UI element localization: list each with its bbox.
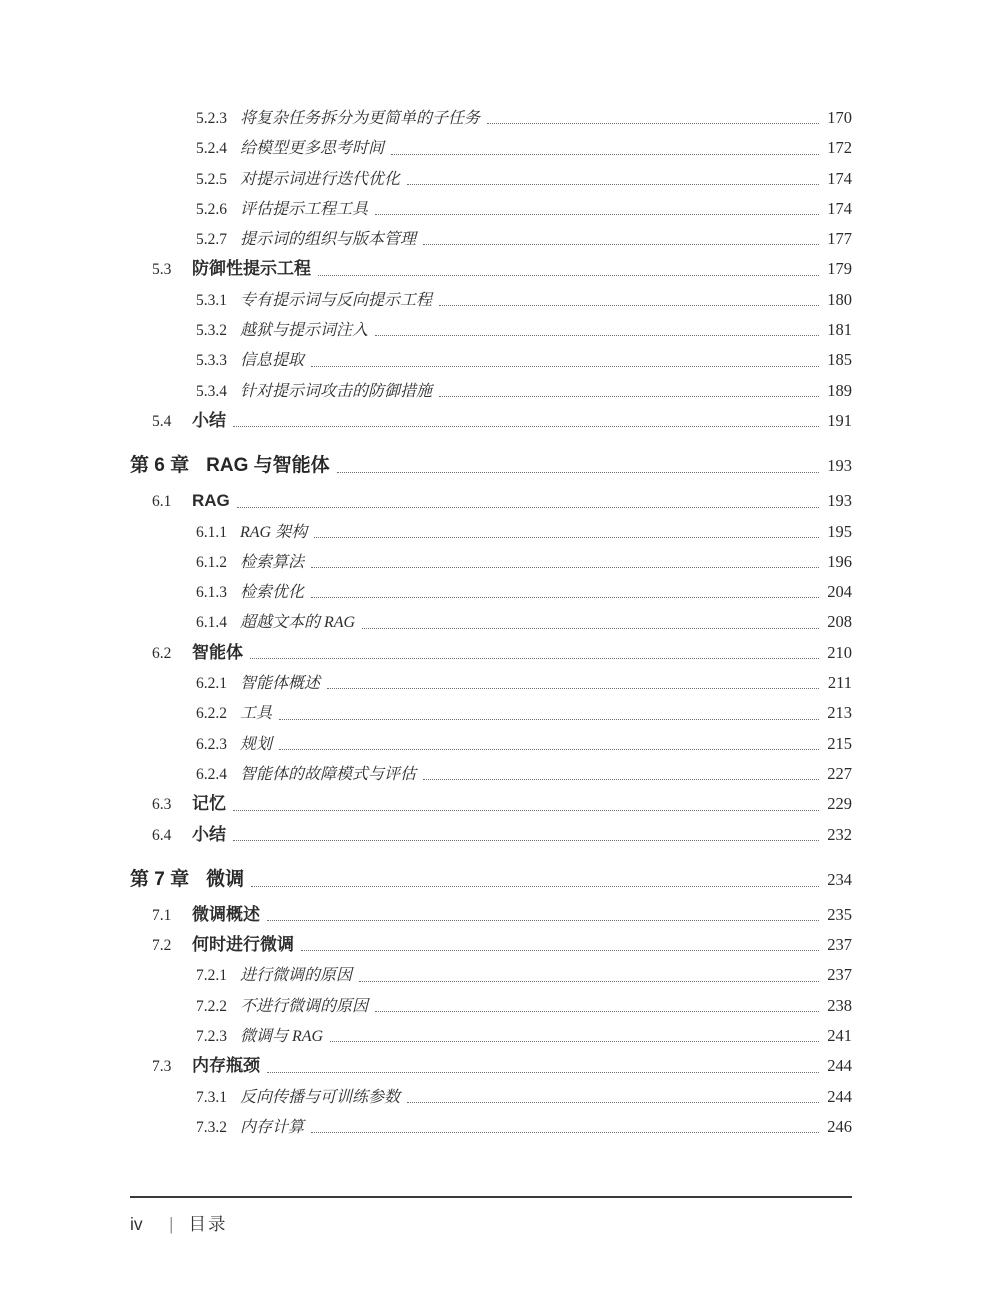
toc-entry-number: 5.2.6	[196, 200, 227, 218]
toc-entry-5.3.3	[130, 345, 852, 375]
toc-entry-page: 229	[827, 794, 852, 814]
toc-entry-6.2.1	[130, 668, 852, 698]
toc-entry-page: 210	[827, 642, 852, 662]
toc-entry-page: 170	[827, 108, 852, 127]
toc-entry-7.3	[130, 1051, 852, 1081]
toc-entry-6.3	[130, 789, 852, 819]
dot-leader	[330, 1041, 819, 1042]
toc-entry-title: 防御性提示工程	[192, 259, 311, 279]
toc-entry-page: 241	[827, 1026, 852, 1046]
toc-entry-7.2.1	[130, 960, 852, 990]
dot-leader	[487, 123, 819, 124]
toc-entry-number: 7.1	[152, 906, 172, 924]
toc-entry-title: RAG 架构	[240, 523, 308, 541]
toc-entry-7.3.1	[130, 1082, 852, 1112]
toc-entry-title: 微调	[206, 868, 245, 890]
toc-entry-page: 215	[827, 733, 852, 753]
toc-entry-number: 7.2.3	[196, 1028, 227, 1046]
toc-entry-title: 微调概述	[192, 904, 260, 924]
toc-entry-title: 评估提示工程工具	[240, 200, 369, 218]
toc-entry-title: 超越文本的 RAG	[240, 614, 356, 632]
toc-entry-6.1.2	[130, 547, 852, 577]
dot-leader	[375, 1011, 819, 1012]
toc-entry-number: 6.1.2	[196, 553, 227, 571]
toc-entry-title: 规划	[240, 735, 273, 753]
toc-entry-title: 针对提示词攻击的防御措施	[240, 382, 433, 400]
toc-entry-title: 反向传播与可训练参数	[240, 1088, 401, 1106]
toc-list	[130, 103, 852, 1142]
toc-entry-number: 5.3.4	[196, 382, 227, 400]
toc-entry-title: 内存计算	[240, 1118, 305, 1136]
toc-entry-page: 213	[827, 703, 852, 723]
dot-leader	[423, 779, 819, 780]
dot-leader	[237, 507, 819, 508]
dot-leader	[407, 1102, 819, 1103]
dot-leader	[359, 981, 819, 982]
toc-entry-title: 越狱与提示词注入	[240, 322, 369, 340]
toc-entry-7.1	[130, 900, 852, 930]
toc-entry-title: 进行微调的原因	[240, 967, 353, 985]
toc-entry-7.2.3	[130, 1021, 852, 1051]
toc-entry-number: 5.4	[152, 412, 172, 430]
toc-entry-5.3	[130, 254, 852, 284]
toc-entry-5.2.4	[130, 133, 852, 163]
toc-entry-page: 237	[827, 935, 852, 955]
footer-section-label: 目录	[188, 1214, 228, 1234]
toc-entry-title: 记忆	[192, 794, 226, 814]
toc-entry-page: 172	[827, 138, 852, 158]
dot-leader	[267, 1072, 819, 1073]
toc-entry-7.3.2	[130, 1112, 852, 1142]
toc-entry-title: 给模型更多思考时间	[240, 140, 385, 158]
toc-entry-number: 5.3	[152, 261, 172, 279]
toc-entry-page: 204	[827, 582, 852, 602]
dot-leader	[391, 154, 819, 155]
toc-entry-number: 6.1.3	[196, 584, 227, 602]
toc-entry-5.3.4	[130, 376, 852, 406]
toc-entry-title: 不进行微调的原因	[240, 997, 369, 1015]
toc-entry-number: 6.2.2	[196, 705, 227, 723]
toc-entry-title: 信息提取	[240, 352, 305, 370]
toc-entry-number: 6.2	[152, 644, 172, 662]
toc-entry-6.1.1	[130, 517, 852, 547]
toc-entry-title: 检索优化	[240, 584, 305, 602]
dot-leader	[251, 886, 819, 887]
toc-entry-title: 智能体	[192, 642, 243, 662]
toc-entry-page: 191	[827, 410, 852, 430]
toc-entry-number: 第 7 章	[130, 868, 190, 890]
toc-entry-number: 7.2.2	[196, 997, 227, 1015]
toc-entry-page: 235	[827, 904, 852, 924]
toc-entry-page: 244	[827, 1086, 852, 1106]
toc-entry-6.1	[130, 486, 852, 516]
toc-entry-page: 180	[827, 289, 852, 309]
toc-entry-6.1.4	[130, 607, 852, 637]
dot-leader	[250, 658, 819, 659]
toc-entry-number: 5.2.4	[196, 140, 227, 158]
toc-entry-number: 5.2.5	[196, 170, 227, 188]
dot-leader	[267, 920, 819, 921]
toc-entry-5.4	[130, 406, 852, 436]
toc-entry-6.2.2	[130, 698, 852, 728]
toc-entry-title: 检索算法	[240, 553, 305, 571]
toc-entry-number: 7.2	[152, 937, 172, 955]
dot-leader	[318, 275, 819, 276]
dot-leader	[439, 305, 819, 306]
dot-leader	[407, 184, 819, 185]
dot-leader	[375, 335, 819, 336]
toc-entry-number: 7.3	[152, 1058, 172, 1076]
dot-leader	[233, 810, 819, 811]
toc-entry-page: 189	[827, 380, 852, 400]
toc-entry-page: 246	[827, 1116, 852, 1136]
toc-entry-5.2.3	[130, 103, 852, 133]
toc-entry-title: 智能体的故障模式与评估	[240, 765, 417, 783]
toc-entry-number: 7.3.1	[196, 1088, 227, 1106]
toc-entry-title: 小结	[192, 410, 226, 430]
dot-leader	[279, 749, 819, 750]
toc-entry-6.2	[130, 638, 852, 668]
toc-entry-page: 244	[827, 1056, 852, 1076]
toc-entry-number: 6.2.1	[196, 675, 227, 693]
dot-leader	[233, 426, 819, 427]
toc-entry-page: 195	[827, 521, 852, 541]
toc-entry-number: 6.3	[152, 796, 172, 814]
dot-leader	[423, 244, 819, 245]
toc-entry-title: 将复杂任务拆分为更简单的子任务	[240, 110, 481, 127]
toc-entry-number: 5.3.1	[196, 291, 227, 309]
toc-entry-number: 6.2.3	[196, 735, 227, 753]
toc-entry-number: 第 6 章	[130, 455, 190, 477]
toc-entry-title: RAG	[192, 491, 230, 511]
toc-entry-title: 工具	[240, 705, 273, 723]
toc-entry-5.2.5	[130, 164, 852, 194]
toc-entry-6	[130, 449, 852, 483]
toc-entry-page: 174	[827, 198, 852, 218]
toc-entry-5.2.6	[130, 194, 852, 224]
toc-entry-number: 5.3.3	[196, 352, 227, 370]
folio-page-number: iv	[130, 1214, 143, 1234]
toc-entry-page: 181	[827, 320, 852, 340]
dot-leader	[362, 628, 819, 629]
toc-entry-page: 211	[827, 673, 852, 693]
toc-entry-number: 5.3.2	[196, 322, 227, 340]
dot-leader	[233, 840, 819, 841]
toc-entry-number: 7.2.1	[196, 967, 227, 985]
toc-entry-number: 6.1	[152, 493, 172, 511]
toc-entry-number: 5.2.7	[196, 231, 227, 249]
dot-leader	[279, 719, 819, 720]
toc-entry-title: 微调与 RAG	[240, 1028, 324, 1046]
toc-entry-page: 193	[827, 456, 852, 476]
dot-leader	[311, 1132, 819, 1133]
footer-separator: |	[169, 1214, 174, 1234]
dot-leader	[375, 214, 819, 215]
toc-entry-title: 智能体概述	[240, 675, 321, 693]
dot-leader	[311, 366, 819, 367]
dot-leader	[439, 396, 819, 397]
toc-entry-6.4	[130, 820, 852, 850]
toc-entry-7.2	[130, 930, 852, 960]
toc-entry-page: 196	[827, 551, 852, 571]
toc-entry-title: 何时进行微调	[192, 935, 294, 955]
toc-entry-7.2.2	[130, 991, 852, 1021]
toc-entry-number: 6.2.4	[196, 765, 227, 783]
toc-entry-number: 6.1.1	[196, 523, 227, 541]
toc-entry-number: 6.4	[152, 826, 172, 844]
toc-entry-page: 208	[827, 612, 852, 632]
toc-entry-title: 提示词的组织与版本管理	[240, 231, 417, 249]
toc-entry-page: 232	[827, 824, 852, 844]
toc-entry-5.3.1	[130, 285, 852, 315]
dot-leader	[327, 688, 819, 689]
dot-leader	[337, 472, 819, 473]
toc-entry-title: 内存瓶颈	[192, 1056, 260, 1076]
toc-entry-7	[130, 863, 852, 897]
toc-entry-title: 对提示词进行迭代优化	[240, 170, 401, 188]
toc-entry-number: 7.3.2	[196, 1118, 227, 1136]
toc-entry-title: RAG 与智能体	[206, 455, 330, 477]
dot-leader	[311, 567, 819, 568]
toc-entry-page: 237	[827, 965, 852, 985]
toc-entry-number: 6.1.4	[196, 614, 227, 632]
toc-entry-6.1.3	[130, 577, 852, 607]
toc-entry-page: 174	[827, 168, 852, 188]
dot-leader	[311, 597, 819, 598]
toc-entry-page: 185	[827, 350, 852, 370]
dot-leader	[314, 537, 819, 538]
toc-entry-page: 238	[827, 995, 852, 1015]
toc-entry-5.3.2	[130, 315, 852, 345]
toc-entry-page: 193	[827, 491, 852, 511]
toc-entry-page: 177	[827, 229, 852, 249]
toc-entry-6.2.3	[130, 729, 852, 759]
toc-entry-page: 234	[827, 869, 852, 889]
page-footer	[130, 1196, 852, 1236]
toc-entry-page: 227	[827, 763, 852, 783]
toc-entry-title: 专有提示词与反向提示工程	[240, 291, 433, 309]
toc-entry-title: 小结	[192, 824, 226, 844]
toc-entry-page: 179	[827, 259, 852, 279]
toc-entry-6.2.4	[130, 759, 852, 789]
toc-entry-number: 5.2.3	[196, 110, 227, 127]
toc-entry-5.2.7	[130, 224, 852, 254]
dot-leader	[301, 950, 819, 951]
